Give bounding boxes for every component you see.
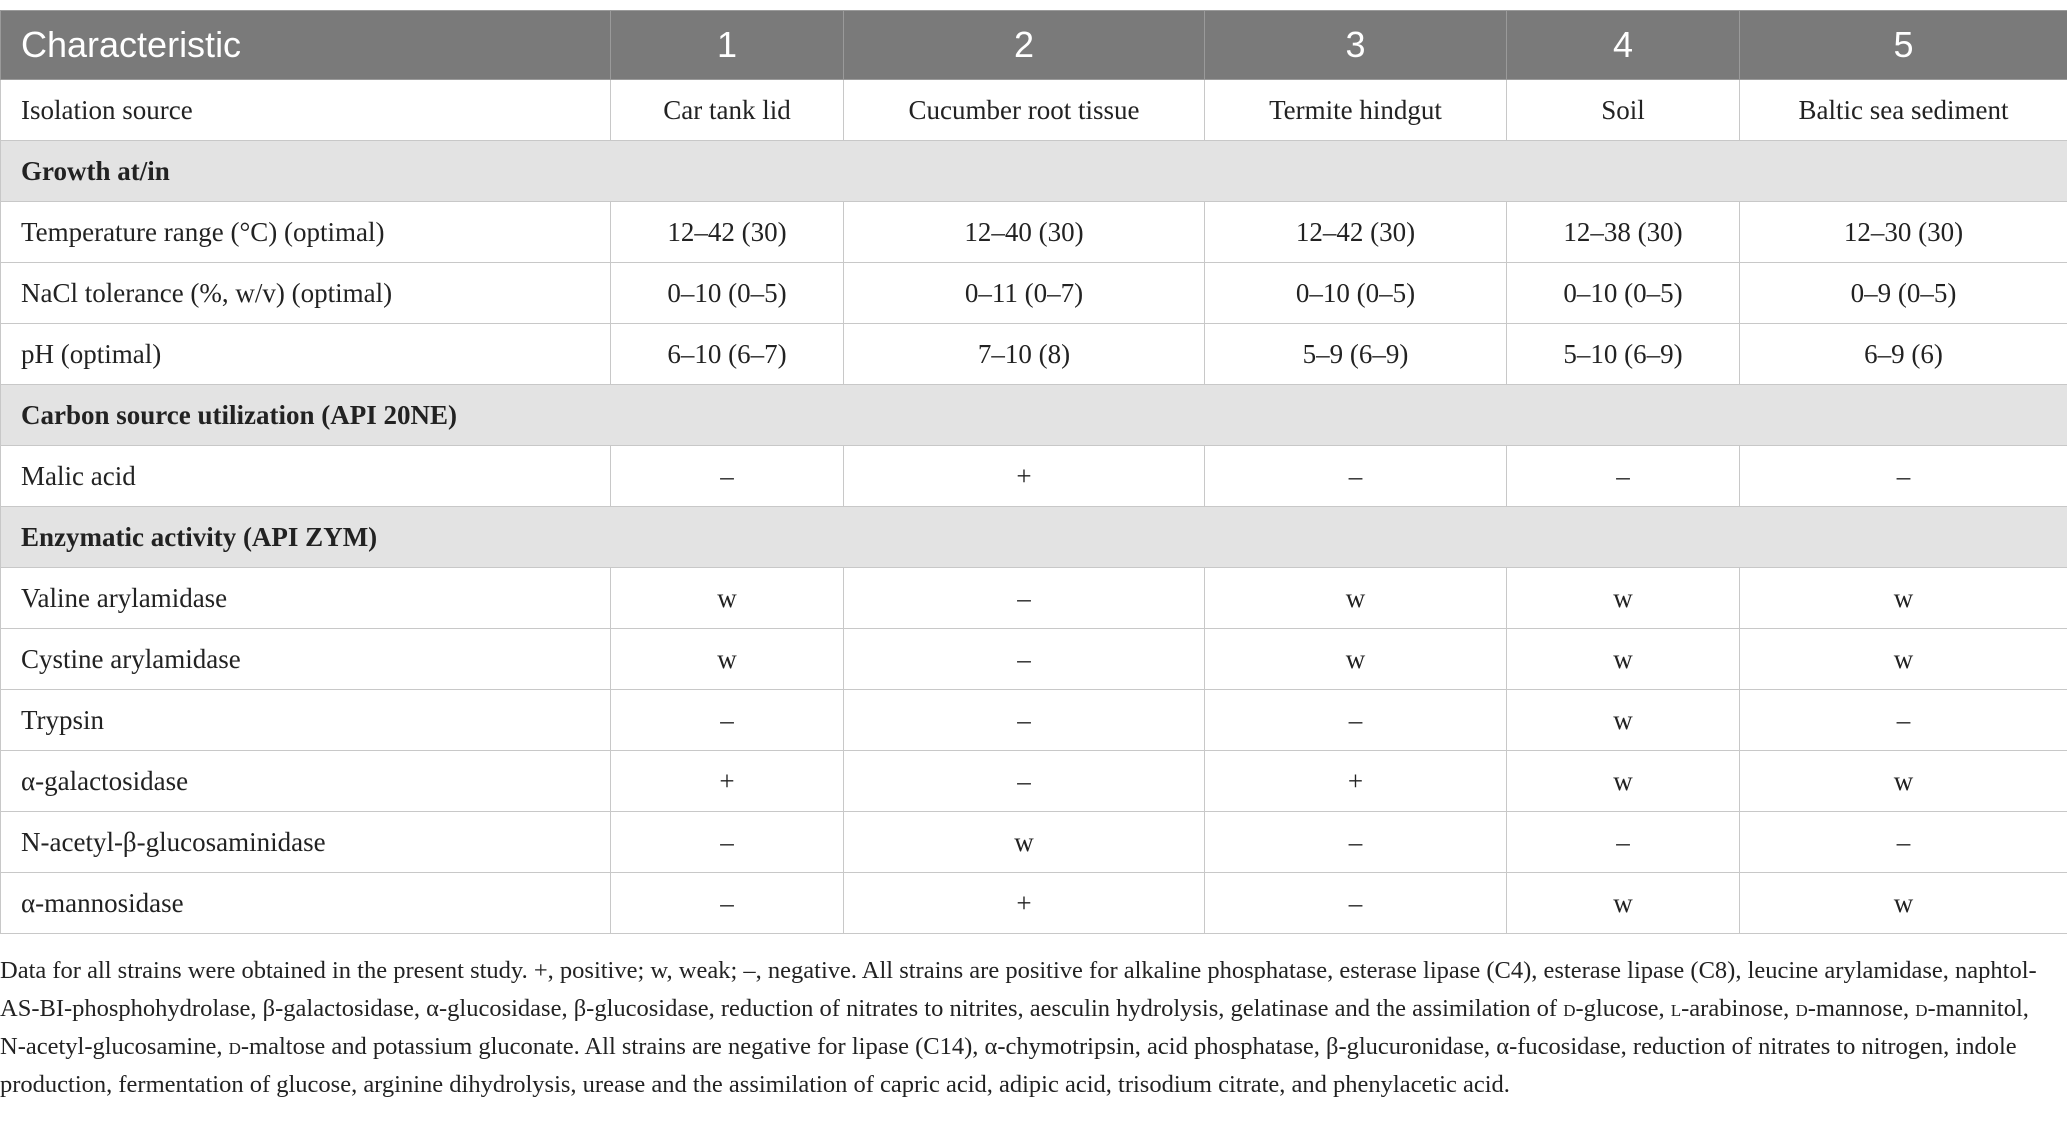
section-row-carbon (1, 385, 2067, 446)
footnote-text: -glucose, (1575, 995, 1671, 1022)
header-row (1, 11, 2067, 80)
header-strain-4: 4 (1507, 11, 1740, 80)
section-row-enzymatic (1, 507, 2067, 568)
table-cell: – (844, 629, 1205, 690)
footnote-smallcaps: d (228, 1033, 241, 1060)
table-cell: w (1507, 568, 1740, 629)
table-cell: 5–10 (6–9) (1507, 324, 1740, 385)
table-cell: – (844, 568, 1205, 629)
table-cell: w (1205, 568, 1507, 629)
table-row-valine (1, 568, 2067, 629)
table-cell: 12–38 (30) (1507, 202, 1740, 263)
table-cell: – (611, 873, 844, 934)
section-heading: Enzymatic activity (API ZYM) (1, 507, 2067, 568)
table-cell: Baltic sea sediment (1740, 80, 2067, 141)
table-cell: – (844, 751, 1205, 812)
table-cell: Termite hindgut (1205, 80, 1507, 141)
table-row-isolation-source (1, 80, 2067, 141)
table-cell: – (844, 690, 1205, 751)
table-cell: – (1507, 812, 1740, 873)
table-cell: 0–10 (0–5) (1507, 263, 1740, 324)
table-cell: w (1507, 873, 1740, 934)
table-cell: Soil (1507, 80, 1740, 141)
footnote-smallcaps: d (1795, 995, 1808, 1022)
table-cell: w (611, 568, 844, 629)
table-cell: 0–11 (0–7) (844, 263, 1205, 324)
row-label: pH (optimal) (1, 324, 611, 385)
row-label: α-galactosidase (1, 751, 611, 812)
row-label: α-mannosidase (1, 873, 611, 934)
table-cell: – (1205, 690, 1507, 751)
row-label: Malic acid (1, 446, 611, 507)
table-cell: w (1740, 873, 2067, 934)
header-strain-2: 2 (844, 11, 1205, 80)
table-cell: + (844, 446, 1205, 507)
table-cell: w (611, 629, 844, 690)
footnote-text: -mannitol, N-acetyl-glucosamine, (0, 995, 2029, 1060)
table-cell: – (611, 812, 844, 873)
table-cell: 5–9 (6–9) (1205, 324, 1507, 385)
table-cell: 0–9 (0–5) (1740, 263, 2067, 324)
table-cell: w (1205, 629, 1507, 690)
table-cell: w (844, 812, 1205, 873)
table-cell: – (1507, 446, 1740, 507)
table-cell: + (1205, 751, 1507, 812)
footnote-text: -mannose, (1807, 995, 1916, 1022)
table-row-trypsin (1, 690, 2067, 751)
footnote-text: Data for all strains were obtained in the present study. +, positive; w, weak; –, negative. All strains are positive for alkaline phosphatase, esterase lipase (C4), esterase lipase (C8), leucine arylamidase, naphtol-AS-BI-phosphohydrolase, β-galactosidase, α-glucosidase, β-glucosidase, reduction of nitrates to nitrites, aesculin hydrolysis, gelatinase and the assimilation of (0, 957, 2037, 1022)
row-label: Isolation source (1, 80, 611, 141)
table-cell: + (844, 873, 1205, 934)
table-cell: 12–42 (30) (611, 202, 844, 263)
table-cell: – (611, 690, 844, 751)
footnote-smallcaps: d (1915, 995, 1928, 1022)
table-cell: – (1740, 446, 2067, 507)
table-cell: – (1205, 812, 1507, 873)
table-footnote (0, 952, 2060, 1104)
table-cell: 7–10 (8) (844, 324, 1205, 385)
row-label: Valine arylamidase (1, 568, 611, 629)
row-label: Cystine arylamidase (1, 629, 611, 690)
table-cell: – (611, 446, 844, 507)
row-label: Temperature range (°C) (optimal) (1, 202, 611, 263)
table-header (1, 11, 2067, 80)
table-cell: 0–10 (0–5) (611, 263, 844, 324)
table-cell: – (1740, 812, 2067, 873)
table-row-alpha-galactosidase (1, 751, 2067, 812)
table-row-ph (1, 324, 2067, 385)
header-strain-3: 3 (1205, 11, 1507, 80)
section-row-growth (1, 141, 2067, 202)
footnote-smallcaps: l (1670, 995, 1682, 1022)
table-cell: Car tank lid (611, 80, 844, 141)
table-cell: + (611, 751, 844, 812)
table-cell: w (1740, 751, 2067, 812)
table-row-cystine (1, 629, 2067, 690)
table-row-nacl (1, 263, 2067, 324)
table-cell: – (1740, 690, 2067, 751)
table-cell: 0–10 (0–5) (1205, 263, 1507, 324)
table-cell: – (1205, 873, 1507, 934)
characteristics-table-container (0, 10, 2067, 934)
table-row-temperature (1, 202, 2067, 263)
header-characteristic: Characteristic (1, 11, 611, 80)
table-row-n-acetyl (1, 812, 2067, 873)
footnote-text: -arabinose, (1681, 995, 1796, 1022)
row-label: N-acetyl-β-glucosaminidase (1, 812, 611, 873)
section-heading: Carbon source utilization (API 20NE) (1, 385, 2067, 446)
table-cell: 12–40 (30) (844, 202, 1205, 263)
table-cell: Cucumber root tissue (844, 80, 1205, 141)
header-strain-5: 5 (1740, 11, 2067, 80)
table-row-alpha-mannosidase (1, 873, 2067, 934)
table-cell: w (1507, 690, 1740, 751)
table-cell: 12–30 (30) (1740, 202, 2067, 263)
table-cell: – (1205, 446, 1507, 507)
row-label: Trypsin (1, 690, 611, 751)
table-cell: w (1740, 568, 2067, 629)
table-cell: 6–9 (6) (1740, 324, 2067, 385)
table-cell: w (1507, 629, 1740, 690)
row-label: NaCl tolerance (%, w/v) (optimal) (1, 263, 611, 324)
table-row-malic-acid (1, 446, 2067, 507)
characteristics-table (0, 10, 2067, 934)
footnote-text: -maltose and potassium gluconate. All strains are negative for lipase (C14), α-chymotripsin, acid phosphatase, β-glucuronidase, α-fucosidase, reduction of nitrates to nitrogen, indole production, fermentation of glucose, arginine dihydrolysis, urease and the assimilation of capric acid, adipic acid, trisodium citrate, and phenylacetic acid. (0, 1033, 2017, 1098)
table-cell: 6–10 (6–7) (611, 324, 844, 385)
section-heading: Growth at/in (1, 141, 2067, 202)
table-cell: w (1740, 629, 2067, 690)
table-cell: 12–42 (30) (1205, 202, 1507, 263)
header-strain-1: 1 (611, 11, 844, 80)
footnote-smallcaps: d (1563, 995, 1576, 1022)
table-cell: w (1507, 751, 1740, 812)
